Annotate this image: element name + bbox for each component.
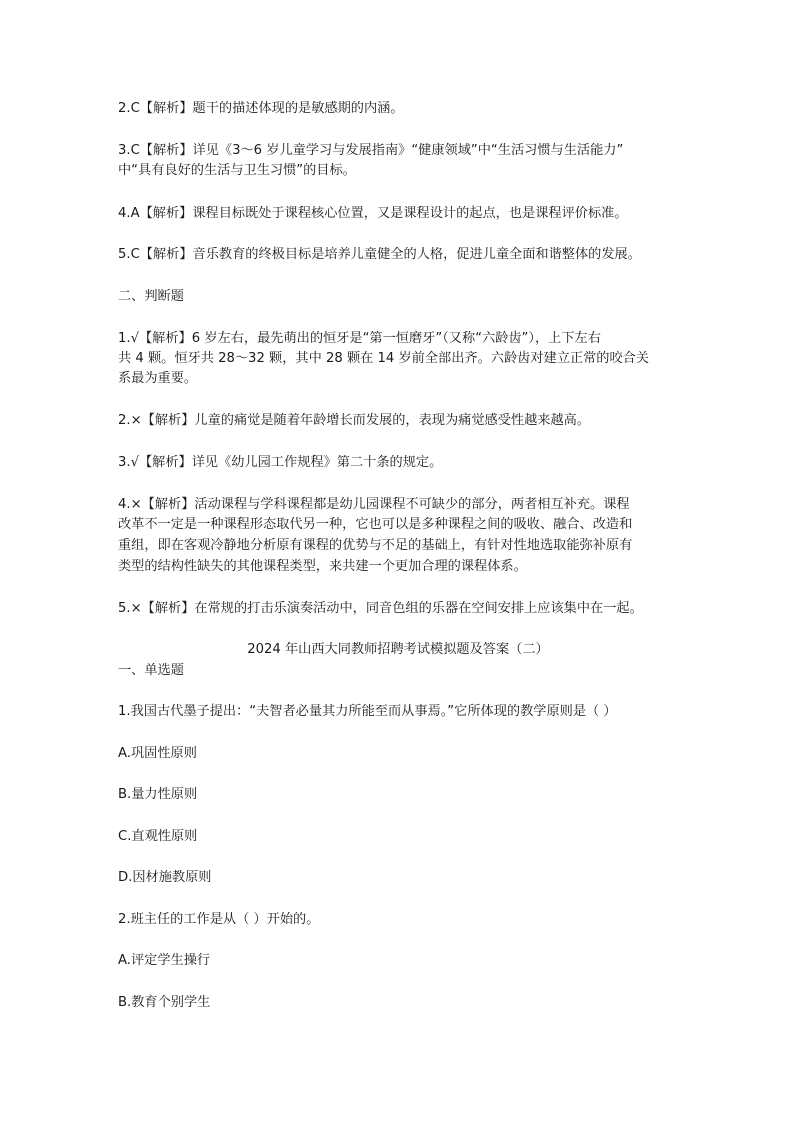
judgement-4-text-line-3: 重组，即在客观冷静地分析原有课程的优势与不足的基础上，有针对性地选取能弥补原有 [118,538,633,553]
question-2-option-a: A.评定学生操行 [118,953,211,968]
answer-3-text-line-2: 中“具有良好的生活与卫生习惯”的目标。 [118,163,356,178]
answer-3-text-line-1: 3.C【解析】详见《3～6 岁儿童学习与发展指南》“健康领域”中“生活习惯与生活能力” [118,143,624,158]
judgement-2-text: 2.×【解析】儿童的痛觉是随着年龄增长而发展的，表现为痛觉感受性越来越高。 [118,413,591,428]
question-2-option-b: B.教育个别学生 [118,995,211,1010]
judgement-4-text-line-1: 4.×【解析】活动课程与学科课程都是幼儿园课程不可缺少的部分，两者相互补充。课程 [118,497,630,512]
judgement-4-text-line-2: 改革不一定是一种课程形态取代另一种，它也可以是多种课程之间的吸收、融合、改造和 [118,517,633,532]
question-1-option-a: A.巩固性原则 [118,746,197,761]
question-1-option-c: C.直观性原则 [118,829,198,844]
single-choice-heading: 一、单选题 [118,663,184,678]
judgement-4-text-line-4: 类型的结构性缺失的其他课程类型，来共建一个更加合理的课程体系。 [118,559,527,574]
question-1-text: 1.我国古代墨子提出：“夫智者必量其力所能至而从事焉。”它所体现的教学原则是（ ） [118,704,617,719]
question-2-text: 2.班主任的工作是从（ ）开始的。 [118,912,320,927]
judgement-1-text-line-1: 1.√【解析】6 岁左右，最先萌出的恒牙是“第一恒磨牙”（又称“六龄齿”），上下左右 [118,331,601,346]
question-1-option-d: D.因材施教原则 [118,870,212,885]
answer-4-text: 4.A【解析】课程目标既处于课程核心位置，又是课程设计的起点，也是课程评价标准。 [118,206,628,221]
judgement-1-text-line-2: 共 4 颗。恒牙共 28～32 颗，其中 28 颗在 14 岁前全部出齐。六龄齿对建立正常的咬合关 [118,351,650,366]
exam-2-title: 2024 年山西大同教师招聘考试模拟题及答案（二） [247,642,549,657]
judgement-3-text: 3.√【解析】详见《幼儿园工作规程》第二十条的规定。 [118,455,443,470]
judgement-1-text-line-3: 系最为重要。 [118,371,198,386]
answer-2-text: 2.C【解析】题干的描述体现的是敏感期的内涵。 [118,101,404,116]
question-1-option-b: B.量力性原则 [118,787,198,802]
judgement-section-heading: 二、判断题 [118,289,184,304]
answer-5-text: 5.C【解析】音乐教育的终极目标是培养儿童健全的人格，促进儿童全面和谐整体的发展。 [118,247,641,262]
judgement-5-text: 5.×【解析】在常规的打击乐演奏活动中，同音色组的乐器在空间安排上应该集中在一起。 [118,601,643,616]
